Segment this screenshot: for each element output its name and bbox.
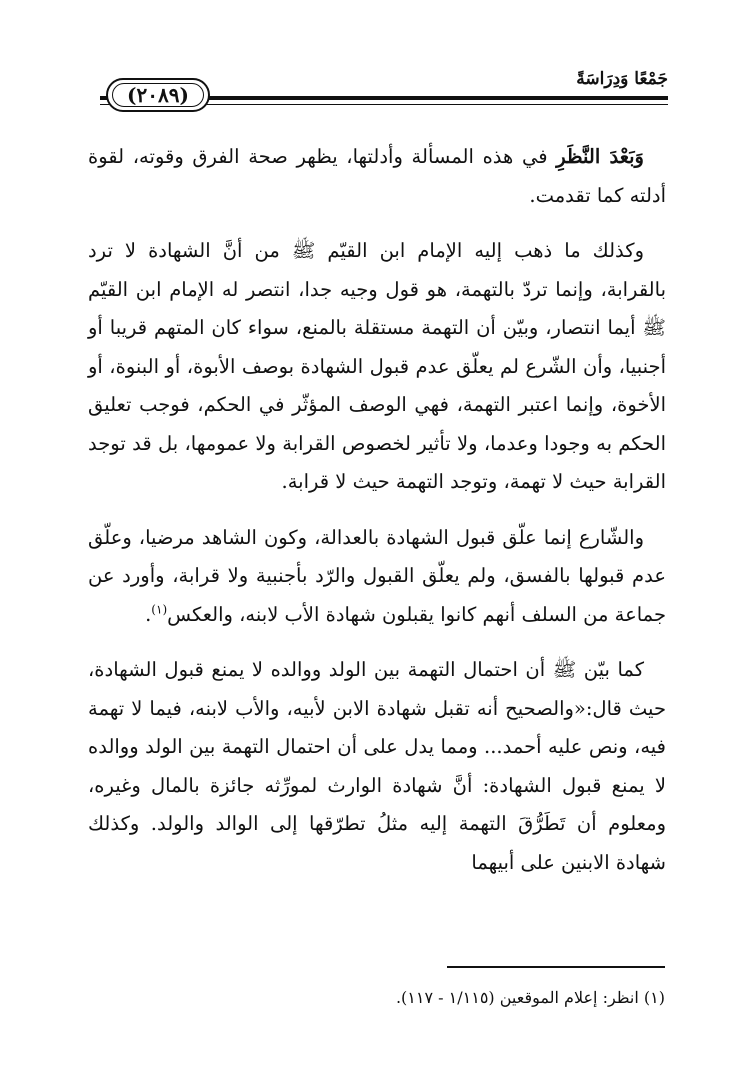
paragraph-text: والشّارع إنما علّق قبول الشهادة بالعدالة، وكون الشاهد مرضيا، وعلّق عدم قبولها بالفسق، ولم يعلّق القبول والرّد بأجنبية ولا قرابة، وأورد عن جماعة من السلف أنهم كانوا يقبلون شهادة الأب لابنه، والعكس bbox=[88, 525, 666, 626]
page-header bbox=[100, 66, 668, 116]
footnote-reference[interactable]: (١) bbox=[151, 602, 168, 616]
body-text bbox=[88, 138, 666, 882]
footnote bbox=[396, 986, 665, 1010]
footnote-separator bbox=[447, 966, 665, 968]
paragraph-text: في هذه المسألة وأدلتها، يظهر صحة الفرق وقوته، لقوة أدلته كما تقدمت. bbox=[88, 145, 666, 207]
paragraph bbox=[88, 138, 666, 215]
page-number-badge bbox=[106, 78, 210, 112]
paragraph: كما بيّن ﷺ أن احتمال التهمة بين الولد ووالده لا يمنع قبول الشهادة، حيث قال:«والصحيح أنه تقبل شهادة الابن لأبيه، والأب لابنه، فيما لا تهمة فيه، ونص عليه أحمد... ومما يدل على أن احتمال التهمة بين الولد ووالده لا يمنع قبول الشهادة: أنَّ شهادة الوارث لمورِّثه جائزة بالمال وغيره، ومعلوم أن تَطَرُّقَ التهمة إليه مثلُ تطرّقها إلى الوالد والولد. وكذلك شهادة الابنين على أبيهما bbox=[88, 658, 666, 874]
footnote-text: انظر: إعلام الموقعين (١/١١٥ - ١١٧). bbox=[395, 988, 639, 1007]
running-title: جَمْعًا وَدِرَاسَةً bbox=[568, 66, 668, 92]
paragraph-lead: وَبَعْدَ النَّظَرِ bbox=[556, 145, 644, 168]
paragraph-end: . bbox=[145, 602, 152, 626]
paragraph bbox=[88, 519, 666, 635]
page-number: (٢٠٨٩) bbox=[127, 83, 189, 107]
paragraph: وكذلك ما ذهب إليه الإمام ابن القيّم ﷺ من أنَّ الشهادة لا ترد بالقرابة، وإنما تردّ بالتهمة، هو قول وجيه جدا، انتصر له الإمام ابن القيّم ﷺ أيما انتصار، وبيّن أن التهمة مستقلة بالمنع، سواء كان المتهم قريبا أو أجنبيا، وأن الشّرع لم يعلّق عدم قبول الشهادة بوصف الأبوة، أو البنوة، أو الأخوة، وإنما اعتبر التهمة، فهي الوصف المؤثّر في الحكم، فوجب تعليق الحكم به وجودا وعدما، ولا تأثير لخصوص القرابة ولا عمومها، بل قد توجد القرابة حيث لا تهمة، وتوجد التهمة حيث لا قرابة. bbox=[88, 239, 666, 493]
footnote-marker: (١) bbox=[643, 988, 665, 1007]
